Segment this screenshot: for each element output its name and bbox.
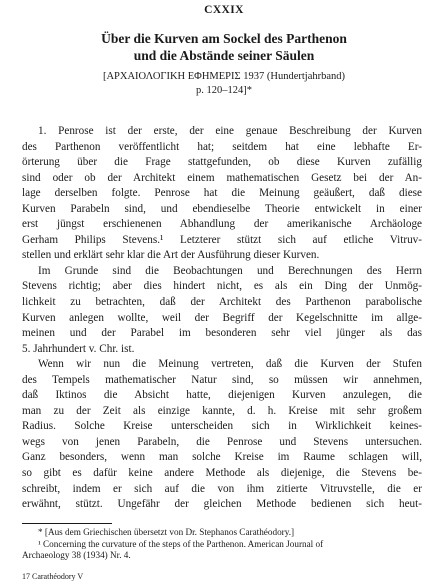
text-line: Im Grunde sind die Beobachtungen und Berechnungen des Herrn [38,264,422,277]
text-line: Gerham Philips Stevens.¹ Letzterer stützt sich auf etliche Vitruv- [22,233,422,246]
footnotes [22,527,422,562]
chapter-number: CXXIX [204,4,244,16]
footnote-line: * [Aus dem Griechischen übersetzt von Dr. Stephanos Carathéodory.] [38,527,295,537]
text-line: man zu der Zeit als einzige kannte, d. h. Kreise mit sehr großem [22,404,422,417]
text-line: 1. Penrose ist der erste, der eine genaue Beschreibung der Kurven [38,125,422,137]
text-line: Kurven anlegen wollte, weil der Begriff der Kegelschnitte im allge- [22,311,422,324]
source-line-2: p. 120–124]* [196,85,252,96]
title-line-2: und die Abstände seiner Säulen [133,48,315,63]
source-line-1: [ΑΡΧΑΙΟΛΟΓΙΚΗ ΕΦΗΜΕΡΙΣ 1937 (Hundertjahrband) [102,71,346,82]
title-line-1: Über die Kurven am Sockel des Parthenon [101,31,347,46]
text-line: Ganz besonders, wenn man solche Kreise im Raume schlagen will, [22,451,422,464]
text-line: örterung über die Frage stattgefunden, ob diese Kurven zufällig [22,156,422,169]
footnote-divider [22,523,112,524]
text-line: erst jüngst erschienenen Abhandlung der amerikanische Archäologe [22,218,422,231]
footnote-line: Archaeology 38 (1934) Nr. 4. [22,550,131,560]
text-line: daß Iktinos die Absicht hatte, diejenigen Kurven anzulegen, die [22,389,422,402]
text-line: des Tempels mathematischer Natur sind, so müssen wir annehmen, [22,373,422,386]
text-line: wegs von jenen Parabeln, die Penrose und Stevens untersuchen. [22,435,422,448]
text-line: Stevens richtig; aber dies hindert nicht, es als ein Ding der Unmög- [22,280,422,293]
text-line: des Parthenon veröffentlicht hat; seitdem hat eine lebhafte Er- [22,140,422,153]
source-citation [0,70,448,98]
text-line: erwähnt, stützt. Ungefähr der gleichen Methode bedienen sich heut- [22,498,422,511]
text-line: schreibt, indem er sich auf die von ihm zitierte Vitruvstelle, die er [22,482,422,495]
text-line: meinen und der Parabel im besonderen sehr viel jünger als das [22,327,422,340]
text-line: sind oder ob der Architekt einem mathematischen Gesetz bei der An- [22,171,422,184]
text-line: stellen und erklärt sehr klar die Art der Ausführung dieser Kurven. [22,249,320,262]
text-line: lichkeit zu betrachten, daß der Architekt des Parthenon parabolische [22,296,422,309]
text-line: 5. Jahrhundert v. Chr. ist. [22,342,135,355]
text-line: Radius. Solche Kreise unterscheiden sich in Wirklichkeit keines- [22,420,422,433]
text-line: Kurven Parabeln sind, und ebendieselbe Theorie entwickelt in einer [22,202,422,215]
article-title [0,30,448,64]
text-line: Wenn wir nun die Meinung vertreten, daß die Kurven der Stufen [38,358,422,371]
printer-signature: 17 Carathéodory V [22,572,84,581]
text-line: so gibt es dafür keine andere Methode als diejenige, die Stevens be- [22,467,422,480]
footnote-line: ¹ Concerning the curvature of the steps of the Parthenon. American Journal of [38,538,324,549]
text-line: lage derselben folgte. Penrose hat die Meinung geäußert, daß diese [22,187,422,200]
body-text [22,124,422,513]
